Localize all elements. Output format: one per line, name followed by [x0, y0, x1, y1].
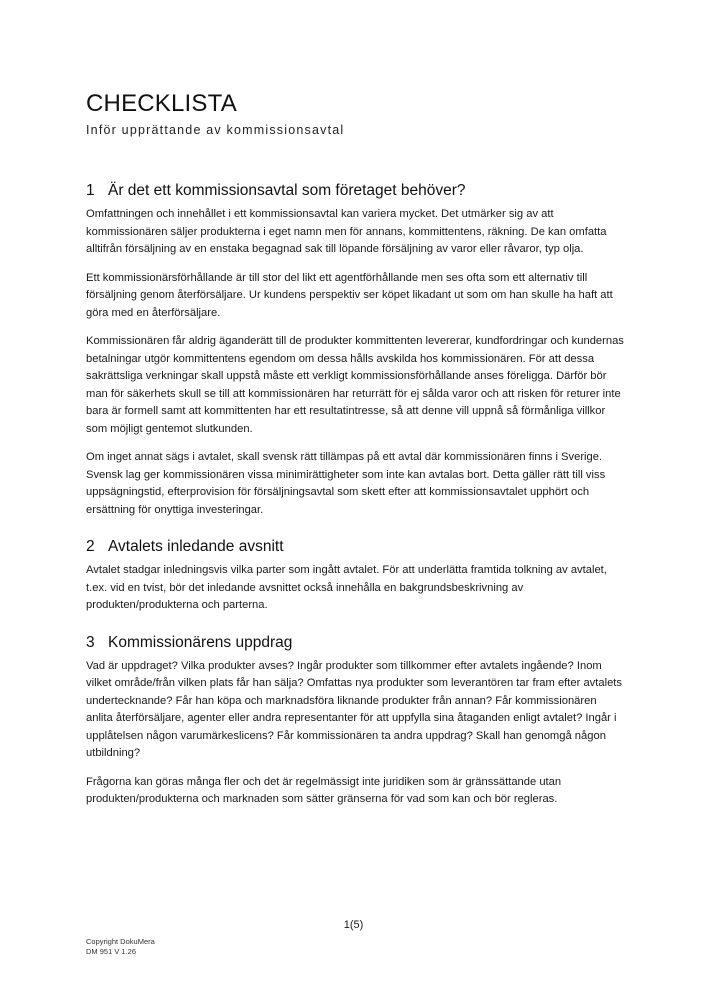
section-3 [86, 633, 626, 809]
section-heading [86, 633, 626, 653]
paragraph: Avtalet stadgar inledningsvis vilka parter som ingått avtalet. För att underlätta framtida tolkning av avtalet, t.ex. vid en tvist, bör det inledande avsnittet också innehålla en bakgrundsbeskrivning av produkten/produkterna och parterna. [86, 564, 607, 611]
section-number: 2 [86, 538, 95, 555]
version-text: DM 951 V 1.26 [86, 947, 137, 956]
section-1 [86, 181, 626, 519]
page-footer [86, 937, 155, 957]
section-number: 1 [86, 182, 95, 199]
paragraph: Om inget annat sägs i avtalet, skall svensk rätt tillämpas på ett avtal där kommissionären finns i Sverige. Svensk lag ger kommissionären vissa minimirättigheter som inte kan avtalas bort. Detta gäller rätt till viss uppsägningstid, efterprovision för försäljningsavtal som skett efter att kommissionsavtalet upphört och ersättning för onyttiga investeringar. [86, 451, 606, 516]
paragraph: Ett kommissionärsförhållande är till stor del likt ett agentförhållande men ses ofta som ett alternativ till försäljning genom återförsäljare. Ur kundens perspektiv ser köpet likadant ut som om han skulle ha haft att göra med en återförsäljare. [86, 271, 613, 319]
section-number: 3 [86, 633, 95, 651]
section-heading [86, 537, 626, 557]
page-number: 1(5) [343, 919, 364, 931]
section-title: Är det ett kommissionsavtal som företaget behöver? [108, 182, 466, 199]
section-title: Avtalets inledande avsnitt [108, 538, 284, 555]
paragraph: Omfattningen och innehållet i ett kommissionsavtal kan variera mycket. Det utmärker sig av att kommissionären säljer produkterna i eget namn men för annans, kommittentens, räkning. De kan omfatta alltifrån försäljning av en enstaka begagnad sak till löpande försäljning av varor eller råvaror, typ olja. [86, 208, 607, 255]
document-subtitle: Inför upprättande av kommissionsavtal [86, 123, 345, 137]
paragraph: Kommissionären får aldrig äganderätt till de produkter kommittenten levererar, kundfordringar och kundernas betalningar utgör kommittentens egendom om dessa hålls avskilda hos kommissionären. För att dessa sakrättsliga verkningar skall uppstå måste ett verkligt kommissionsförhållande anses föreligga. Därför bör man för säkerhets skull se till att kommissionären har returrätt för ej sålda varor och att risken för returer inte bara är formell samt att kommittenten har ett resultatintresse, så att denne vill uppnå så förmånliga villkor som möjligt gentemot slutkunden. [86, 335, 624, 435]
section-title: Kommissionärens uppdrag [108, 633, 293, 651]
copyright-text: Copyright DokuMera [86, 937, 155, 946]
section-2 [86, 537, 626, 615]
paragraph: Frågorna kan göras många fler och det är regelmässigt inte juridiken som är gränssättande utan produkten/produkterna och marknaden som sätter gränserna för vad som kan och bör regleras. [86, 775, 562, 805]
document-body [86, 181, 626, 809]
section-heading [86, 181, 626, 201]
document-title: CHECKLISTA [86, 90, 237, 117]
paragraph: Vad är uppdraget? Vilka produkter avses? Ingår produkter som tillkommer efter avtalets ingående? Inom vilket område/från vilken plats får han sälja? Omfattas nya produkter som leverantören tar fram efter avtalets undertecknande? Får han köpa och marknadsföra liknande produkter från annan? Får kommissionären anlita återförsäljare, agenter eller andra representanter för att uppfylla sina åtaganden enligt avtalet? Ingår i upplåtelsen någon varumärkeslicens? Får kommissionären ta andra uppdrag? Skall han genomgå någon utbildning? [86, 659, 623, 759]
